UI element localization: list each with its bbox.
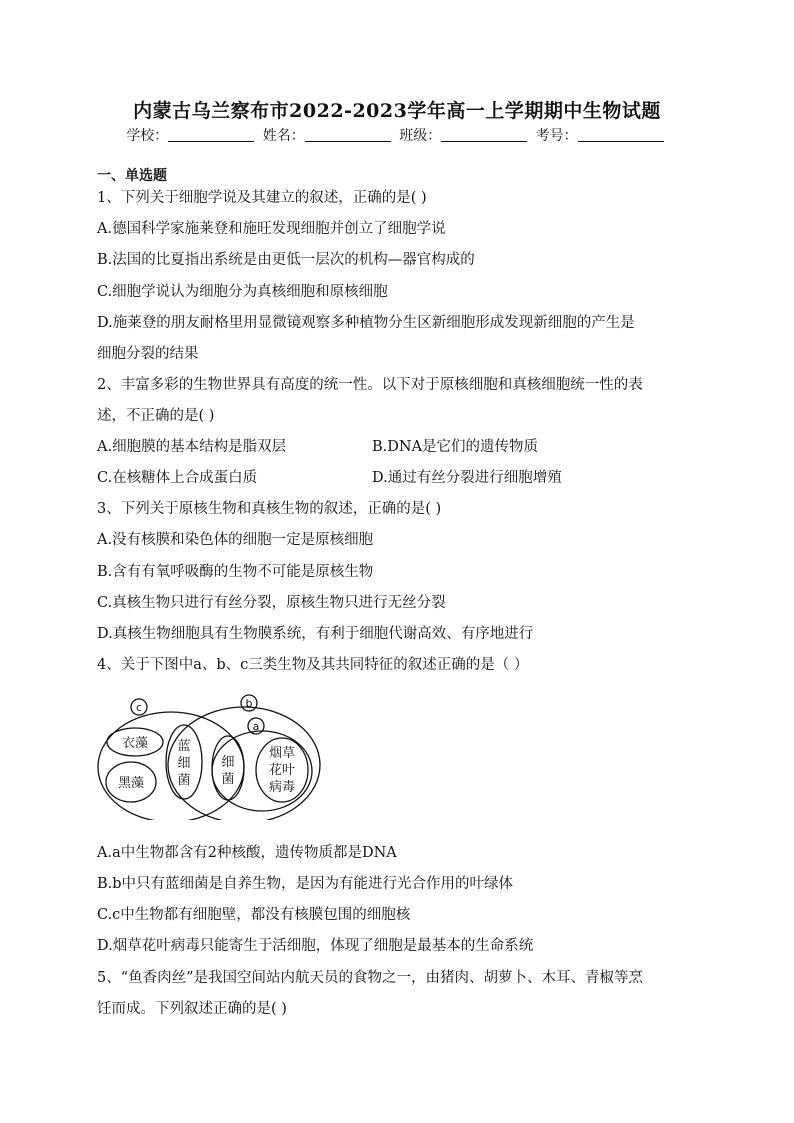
q2-stem: 2、丰富多彩的生物世界具有高度的统一性。以下对于原核细胞和真核细胞统一性的表 — [97, 377, 643, 393]
text-virus-3: 病毒 — [268, 780, 296, 795]
q4-stem: 4、关于下图中a、b、c三类生物及其共同特征的叙述正确的是（ ） — [97, 657, 529, 673]
q4-option-b: B.b中只有蓝细菌是自养生物，是因为有能进行光合作用的叶绿体 — [97, 876, 514, 892]
label-b: b — [245, 697, 253, 710]
q4-option-a: A.a中生物都含有2种核酸，遗传物质都是DNA — [97, 845, 397, 861]
q2-option-d: D.通过有丝分裂进行细胞增殖 — [372, 470, 562, 486]
section-heading: 一、单选题 — [97, 168, 167, 184]
school-label: 学校： — [126, 128, 169, 144]
label-c: c — [135, 701, 143, 714]
q3-option-d: D.真核生物细胞具有生物膜系统，有利于细胞代谢高效、有序地进行 — [97, 626, 534, 642]
student-info-row — [0, 126, 794, 146]
q1-option-b: B.法国的比夏指出系统是由更低一层次的机构—器官构成的 — [97, 252, 475, 268]
name-label: 姓名： — [262, 128, 305, 144]
q3-option-c: C.真核生物只进行有丝分裂，原核生物只进行无丝分裂 — [97, 595, 446, 611]
q1-option-d: D.施莱登的朋友耐格里用显微镜观察多种植物分生区新细胞形成发现新细胞的产生是 — [97, 315, 635, 331]
q3-option-b: B.含有有氧呼吸酶的生物不可能是原核生物 — [97, 564, 374, 580]
q5-stem-cont: 饪而成。下列叙述正确的是( ) — [97, 1001, 287, 1017]
q2-option-a: A.细胞膜的基本结构是脂双层 — [97, 439, 287, 455]
q1-stem: 1、下列关于细胞学说及其建立的叙述，正确的是( ) — [97, 190, 427, 206]
number-label: 考号： — [535, 128, 578, 144]
text-virus-2: 花叶 — [268, 763, 296, 778]
q2-stem-cont: 述，不正确的是( ) — [97, 408, 215, 424]
q1-option-a: A.德国科学家施莱登和施旺发现细胞并创立了细胞学说 — [97, 221, 446, 237]
q3-stem: 3、下列关于原核生物和真核生物的叙述，正确的是( ) — [97, 501, 442, 517]
venn-diagram — [94, 690, 326, 820]
label-a: a — [252, 720, 260, 733]
class-blank[interactable] — [441, 127, 527, 142]
name-blank[interactable] — [305, 127, 391, 142]
school-blank[interactable] — [168, 127, 254, 142]
q2-option-c: C.在核糖体上合成蛋白质 — [97, 470, 258, 486]
text-yizao: 衣藻 — [121, 736, 149, 751]
text-lan-xi: 细 — [177, 756, 191, 771]
text-virus-1: 烟草 — [268, 746, 296, 761]
text-lan-jun: 菌 — [177, 773, 191, 788]
class-label: 班级： — [399, 128, 442, 144]
text-lan: 蓝 — [177, 739, 191, 754]
text-xi: 细 — [221, 755, 235, 770]
text-heizao: 黑藻 — [117, 776, 145, 791]
q1-option-d-cont: 细胞分裂的结果 — [97, 346, 199, 362]
q3-option-a: A.没有核膜和染色体的细胞一定是原核细胞 — [97, 532, 374, 548]
number-blank[interactable] — [578, 127, 664, 142]
q2-option-b: B.DNA是它们的遗传物质 — [372, 439, 539, 455]
q4-option-c: C.c中生物都有细胞壁，都没有核膜包围的细胞核 — [97, 907, 411, 923]
page-title: 内蒙古乌兰察布市2022-2023学年高一上学期期中生物试题 — [133, 100, 661, 122]
text-jun: 菌 — [221, 772, 235, 787]
q1-option-c: C.细胞学说认为细胞分为真核细胞和原核细胞 — [97, 284, 388, 300]
q5-stem: 5、“鱼香肉丝”是我国空间站内航天员的食物之一，由猪肉、胡萝卜、木耳、青椒等烹 — [97, 970, 644, 986]
q4-option-d: D.烟草花叶病毒只能寄生于活细胞，体现了细胞是最基本的生命系统 — [97, 938, 534, 954]
